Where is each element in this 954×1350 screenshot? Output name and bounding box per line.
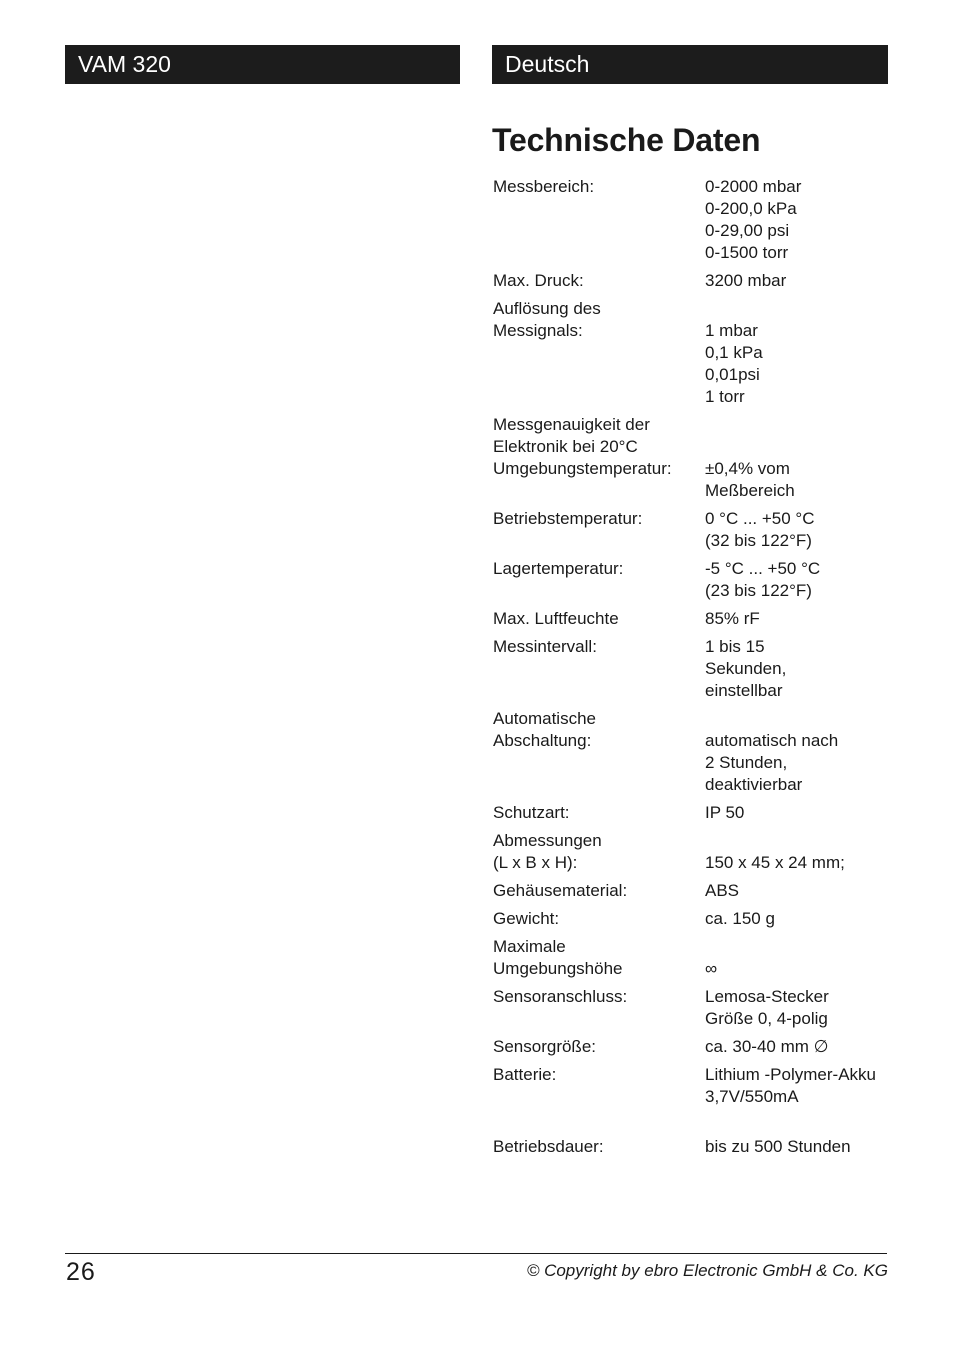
spec-label: [493, 414, 705, 502]
spec-label-line: Betriebsdauer:: [493, 1137, 604, 1156]
spec-label: [493, 936, 705, 980]
spec-label-line: Umgebungshöhe: [493, 959, 623, 978]
spec-value-line: ±0,4% vom: [705, 459, 790, 478]
copyright-notice: © Copyright by ebro Electronic GmbH & Co. KG: [526, 1261, 888, 1280]
spec-value-line: [705, 936, 893, 958]
spec-label-line: Schutzart:: [493, 803, 570, 822]
spec-value: [705, 936, 893, 980]
spec-label-line: Sensoranschluss:: [493, 987, 628, 1006]
spec-value: [705, 1064, 893, 1108]
spec-value-line: Lithium -Polymer-Akku: [705, 1065, 876, 1084]
spec-value-line: (32 bis 122°F): [705, 531, 812, 550]
spec-row: [493, 1064, 893, 1108]
spec-value-line: 0-29,00 psi: [705, 221, 790, 240]
spec-label: [493, 880, 705, 902]
spec-value: [705, 802, 893, 824]
spec-label-line: Auflösung des: [493, 299, 601, 318]
spec-value-line: Meßbereich: [705, 481, 795, 500]
spec-value-line: 1 torr: [705, 387, 745, 406]
spec-row: [493, 708, 893, 796]
spec-value: [705, 986, 893, 1030]
spec-label-line: Max. Druck:: [493, 271, 584, 290]
spec-label-line: Automatische: [493, 709, 596, 728]
spec-value-line: (23 bis 122°F): [705, 581, 812, 600]
spec-row: [493, 298, 893, 408]
page-number: 26: [66, 1258, 96, 1286]
spec-value-line: [705, 298, 893, 320]
spec-value-line: -5 °C ... +50 °C: [705, 559, 821, 578]
spec-value-line: 0-200,0 kPa: [705, 199, 797, 218]
spec-row: [493, 1136, 893, 1158]
spec-label: [493, 608, 705, 630]
spec-label: [493, 176, 705, 264]
spec-label-line: Elektronik bei 20°C: [493, 437, 638, 456]
spec-value: [705, 708, 893, 796]
spec-label: [493, 298, 705, 408]
spec-value-line: ABS: [705, 881, 740, 900]
spec-label-line: Messgenauigkeit der: [493, 415, 650, 434]
spec-value: [705, 414, 893, 502]
spec-value: [705, 908, 893, 930]
spec-value: [705, 1036, 893, 1058]
spec-label-line: Batterie:: [493, 1065, 557, 1084]
spec-value-line: einstellbar: [705, 681, 783, 700]
spec-row: [493, 608, 893, 630]
spec-value-line: [705, 830, 893, 852]
spec-label-line: Messbereich:: [493, 177, 595, 196]
spec-value: [705, 608, 893, 630]
spec-label: [493, 708, 705, 796]
spec-value: [705, 270, 893, 292]
spec-value: [705, 636, 893, 702]
spec-label-line: Maximale: [493, 937, 566, 956]
spec-label-line: Abschaltung:: [493, 731, 592, 750]
spec-label: [493, 1064, 705, 1108]
spec-label: [493, 830, 705, 874]
spec-row: [493, 270, 893, 292]
language-header: Deutsch: [492, 45, 888, 84]
spec-value-line: ca. 150 g: [705, 909, 775, 928]
spec-label: [493, 802, 705, 824]
spec-row: [493, 936, 893, 980]
spec-value-line: IP 50: [705, 803, 745, 822]
spec-value: [705, 298, 893, 408]
spec-label-line: Gewicht:: [493, 909, 560, 928]
spec-row: [493, 636, 893, 702]
spec-value-line: automatisch nach: [705, 731, 839, 750]
spec-label: [493, 986, 705, 1030]
spec-value-line: 0-2000 mbar: [705, 177, 802, 196]
spec-label: [493, 1136, 705, 1158]
spec-label: [493, 508, 705, 552]
spec-value-line: [705, 414, 893, 436]
spec-label-line: Umgebungstemperatur:: [493, 459, 672, 478]
spec-label-line: Betriebstemperatur:: [493, 509, 643, 528]
spec-value-line: bis zu 500 Stunden: [705, 1137, 851, 1156]
spec-value-line: 3,7V/550mA: [705, 1087, 799, 1106]
spec-value-line: 150 x 45 x 24 mm;: [705, 853, 845, 872]
spec-value: [705, 176, 893, 264]
spec-row: [493, 830, 893, 874]
spec-value-line: Größe 0, 4-polig: [705, 1009, 828, 1028]
spec-value-line: 3200 mbar: [705, 271, 787, 290]
spec-label: [493, 1036, 705, 1058]
spec-value: [705, 508, 893, 552]
spec-value-line: Sekunden,: [705, 659, 787, 678]
spec-row: [493, 802, 893, 824]
spec-value-line: ∞: [705, 959, 718, 978]
spec-label: [493, 270, 705, 292]
spec-label-line: Messintervall:: [493, 637, 597, 656]
spec-label-line: Max. Luftfeuchte: [493, 609, 619, 628]
spec-value-line: 85% rF: [705, 609, 760, 628]
spec-value-line: 0 °C ... +50 °C: [705, 509, 815, 528]
spec-row: [493, 880, 893, 902]
spec-row: [493, 986, 893, 1030]
spec-value-line: 2 Stunden,: [705, 753, 788, 772]
spec-value-line: deaktivierbar: [705, 775, 803, 794]
spec-value-line: Lemosa-Stecker: [705, 987, 829, 1006]
spec-label-line: Messignals:: [493, 321, 583, 340]
spec-value-line: [705, 708, 893, 730]
spec-label-line: Lagertemperatur:: [493, 559, 624, 578]
spec-label: [493, 558, 705, 602]
spec-row: [493, 908, 893, 930]
spec-label-line: Sensorgröße:: [493, 1037, 596, 1056]
spec-row: [493, 558, 893, 602]
spec-value-line: 0-1500 torr: [705, 243, 789, 262]
spec-value-line: 0,01psi: [705, 365, 760, 384]
page-title: Technische Daten: [492, 122, 761, 158]
technical-data-list: [493, 176, 893, 1164]
spec-label-line: (L x B x H):: [493, 853, 578, 872]
spec-value: [705, 1136, 893, 1158]
spec-label-line: Abmessungen: [493, 831, 602, 850]
spec-value: [705, 558, 893, 602]
spec-value-line: [705, 436, 893, 458]
product-name-header: VAM 320: [65, 45, 460, 84]
spec-value-line: ca. 30-40 mm ∅: [705, 1037, 829, 1056]
spec-value-line: 0,1 kPa: [705, 343, 763, 362]
spec-row: [493, 414, 893, 502]
spec-row: [493, 1036, 893, 1058]
spec-row: [493, 508, 893, 552]
spec-label: [493, 636, 705, 702]
spec-row: [493, 176, 893, 264]
footer-divider: [65, 1253, 887, 1254]
spec-value: [705, 830, 893, 874]
spec-value-line: 1 mbar: [705, 321, 758, 340]
spec-label-line: Gehäusematerial:: [493, 881, 628, 900]
spec-value: [705, 880, 893, 902]
spec-value-line: 1 bis 15: [705, 637, 765, 656]
spec-label: [493, 908, 705, 930]
